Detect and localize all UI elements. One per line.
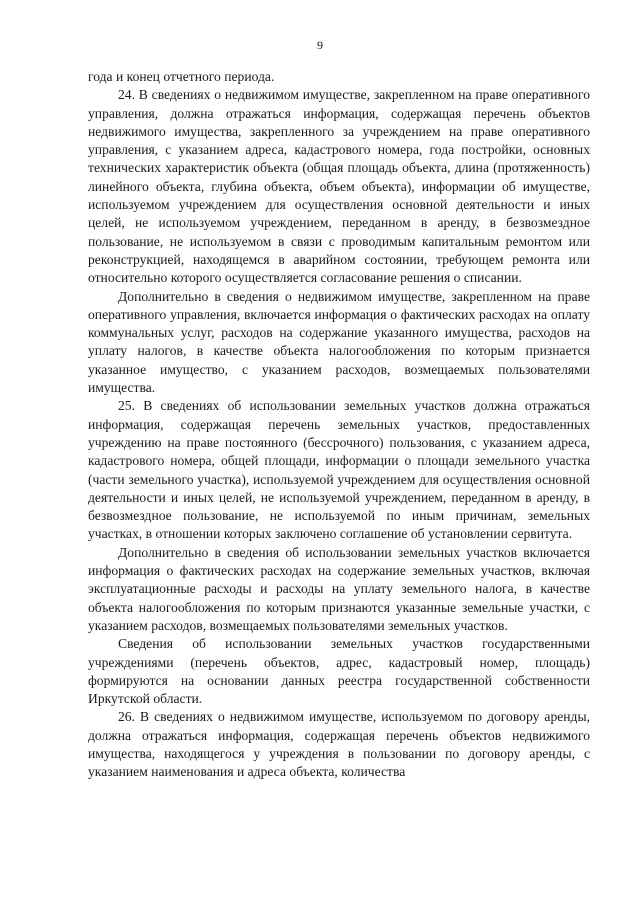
page-number: 9 bbox=[317, 38, 323, 52]
paragraph-continuation: года и конец отчетного периода. bbox=[88, 69, 275, 84]
paragraph-24-additional: Дополнительно в сведения о недвижимом имуществе, закрепленном на праве оперативного управления, включается информация о фактических расходах на оплату коммунальных услуг, расходов на содержание указанного имущества, расходов на уплату налогов, в качестве объекта налогообложения по которым признается указанное имущество, с указанием расходов, возмещаемых пользователями имущества. bbox=[88, 288, 590, 396]
paragraph-25-registry: Сведения об использовании земельных участков государственными учреждениями (перечень объектов, адрес, кадастровый номер, площадь) формируются на основании данных реестра государственной собственности Иркутской области. bbox=[88, 636, 590, 707]
document-body bbox=[88, 68, 590, 782]
paragraph-25: 25. В сведениях об использовании земельных участков должна отражаться информация, содержащая перечень земельных участков, предоставленных учреждению на праве постоянного (бессрочного) пользования, с указанием адреса, кадастрового номера, общей площади, информации о площади земельного участка (части земельного участка), используемой учреждением для осуществления основной деятельности и иных целей, не используемой учреждением, переданном в аренду, в безвозмездное пользование, не используемой по иным причинам, земельных участках, в отношении которых заключено соглашение об установлении сервитута. bbox=[88, 398, 590, 542]
paragraph-25-additional: Дополнительно в сведения об использовании земельных участков включается информация о фактических расходах на содержание земельных участков, включая эксплуатационные расходы и расходы на уплату земельного налога, в качестве объекта налогообложения по которым признаются указанные земельные участки, с указанием расходов, возмещаемых пользователями земельных участков. bbox=[88, 544, 590, 633]
paragraph-24: 24. В сведениях о недвижимом имуществе, закрепленном на праве оперативного управления, должна отражаться информация, содержащая перечень объектов недвижимого имущества, закрепленного за учреждением на праве оперативного управления, с указанием адреса, кадастрового номера, года постройки, основных технических характеристик объекта (общая площадь объекта, длина (протяженность) линейного объекта, глубина объекта, объем объекта), информации об имуществе, используемом учреждением для осуществления основной деятельности и иных целей, не используемом учреждением, переданном в аренду, в безвозмездное пользование, не используемом в связи с проводимым капитальным ремонтом или реконструкцией, находящемся в аварийном состоянии, требующем ремонта или относительно которого осуществляется согласование решения о списании. bbox=[88, 87, 590, 286]
paragraph-26: 26. В сведениях о недвижимом имуществе, используемом по договору аренды, должна отражаться информация, содержащая перечень объектов недвижимого имущества, находящегося у учреждения в пользовании по договору аренды, с указанием наименования и адреса объекта, количества bbox=[88, 709, 590, 780]
